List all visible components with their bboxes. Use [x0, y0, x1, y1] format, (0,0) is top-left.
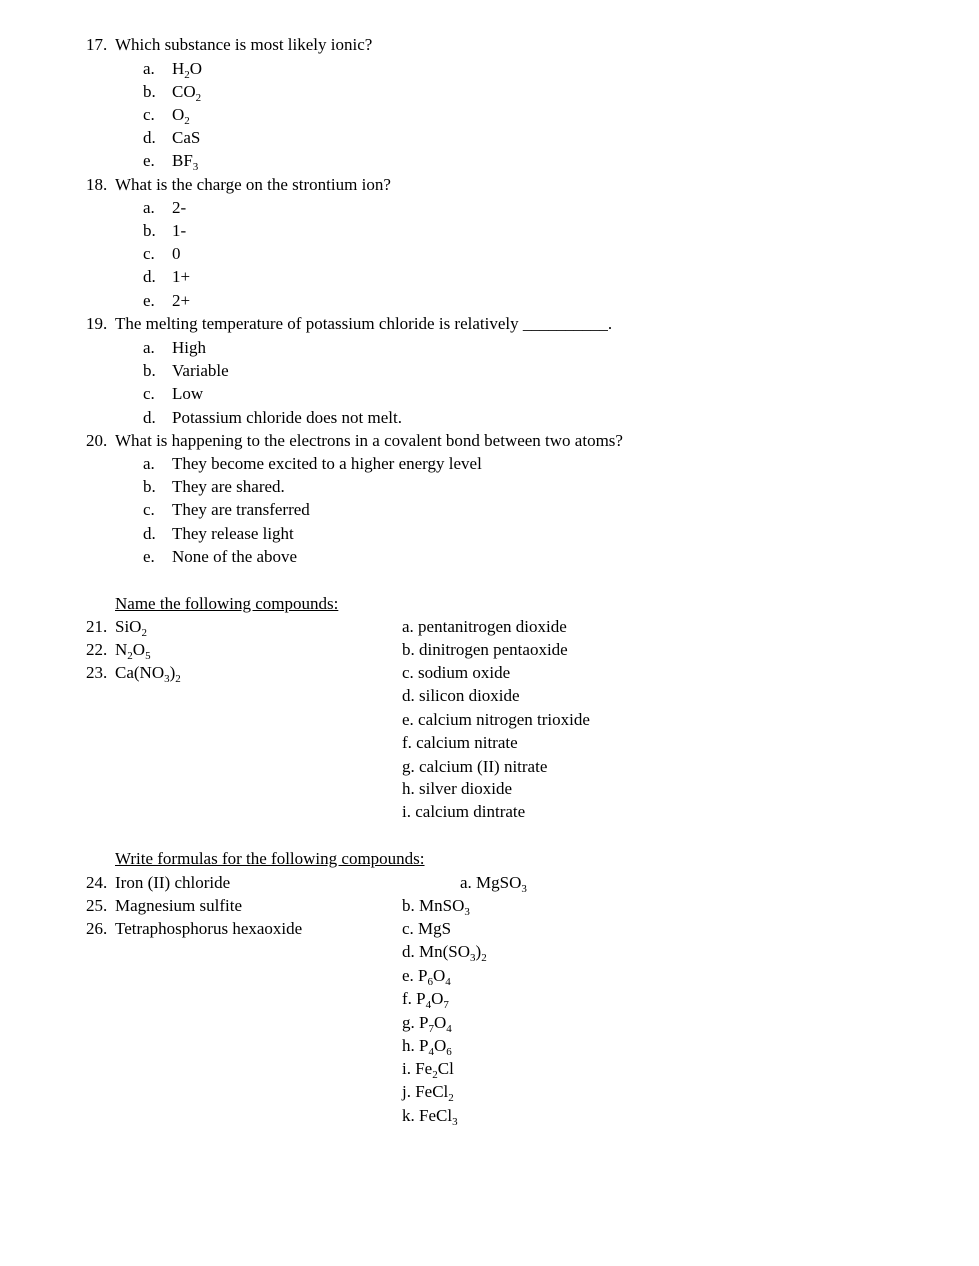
answer-choice: b. dinitrogen pentaoxide — [402, 640, 568, 659]
option-letter: e. — [143, 291, 155, 310]
question-text: Which substance is most likely ionic? — [115, 35, 373, 54]
item-formula: $Ca(NO_3)_2$ — [115, 663, 181, 685]
option-letter: b. — [143, 361, 156, 380]
answer-choice: c. MgS — [402, 919, 452, 938]
answer-choice: h. $P_4O_6$ — [402, 1036, 452, 1058]
item-number: 25. — [86, 896, 108, 915]
option-text: Low — [172, 384, 204, 403]
option-formula: $CO_2$ — [172, 82, 202, 104]
option-letter: b. — [143, 82, 156, 101]
section-heading: Write formulas for the following compounds: — [115, 849, 425, 868]
option-text: 2- — [172, 198, 187, 217]
question-number: 17. — [86, 35, 108, 54]
option-text: 1+ — [172, 267, 191, 286]
option-letter: b. — [143, 477, 156, 496]
question-text: What is happening to the electrons in a covalent bond between two atoms? — [115, 431, 623, 450]
option-text: 0 — [172, 244, 181, 263]
section-heading: Name the following compounds: — [115, 594, 339, 613]
option-text: They are shared. — [172, 477, 285, 496]
question-number: 19. — [86, 314, 108, 333]
option-letter: a. — [143, 338, 155, 357]
option-letter: a. — [143, 59, 155, 78]
option-letter: c. — [143, 105, 155, 124]
answer-choice: d. $Mn(SO_3)_2$ — [402, 942, 487, 964]
option-text: Potassium chloride does not melt. — [172, 408, 402, 427]
item-number: 24. — [86, 873, 108, 892]
item-number: 22. — [86, 640, 108, 659]
question-number: 20. — [86, 431, 108, 450]
option-letter: d. — [143, 408, 156, 427]
answer-choice: c. sodium oxide — [402, 663, 511, 682]
option-formula: CaS — [172, 128, 201, 147]
option-text: Variable — [172, 361, 229, 380]
option-text: They release light — [172, 524, 294, 543]
item-text: Magnesium sulfite — [115, 896, 243, 915]
answer-choice: a. MgSO$_3$ — [460, 873, 527, 895]
option-letter: e. — [143, 547, 155, 566]
option-letter: c. — [143, 500, 155, 519]
option-text: High — [172, 338, 206, 357]
item-formula: $N_2O_5$ — [115, 640, 151, 662]
option-formula: $BF_3$ — [172, 151, 199, 173]
option-letter: b. — [143, 221, 156, 240]
answer-choice: j. FeCl$_2$ — [402, 1082, 454, 1104]
item-number: 26. — [86, 919, 108, 938]
option-letter: c. — [143, 244, 155, 263]
item-formula: SiO$_2$ — [115, 617, 147, 639]
answer-choice: f. $P_4O_7$ — [402, 989, 449, 1011]
answer-choice: h. silver dioxide — [402, 779, 513, 798]
question-text: What is the charge on the strontium ion? — [115, 175, 391, 194]
answer-choice: k. FeCl$_3$ — [402, 1106, 458, 1128]
option-text: 1- — [172, 221, 187, 240]
item-number: 21. — [86, 617, 108, 636]
question-number: 18. — [86, 175, 108, 194]
answer-choice: i. $Fe_2Cl$ — [402, 1059, 454, 1081]
answer-choice: g. calcium (II) nitrate — [402, 757, 548, 776]
option-text: 2+ — [172, 291, 191, 310]
option-letter: d. — [143, 524, 156, 543]
option-letter: c. — [143, 384, 155, 403]
option-text: They become excited to a higher energy level — [172, 454, 482, 473]
option-letter: a. — [143, 454, 155, 473]
answer-choice: g. $P_7O_4$ — [402, 1013, 452, 1035]
answer-choice: f. calcium nitrate — [402, 733, 518, 752]
answer-choice: d. silicon dioxide — [402, 686, 520, 705]
option-text: They are transferred — [172, 500, 310, 519]
option-formula: $O_2$ — [172, 105, 190, 127]
question-text: The melting temperature of potassium chloride is relatively __________. — [115, 314, 613, 333]
answer-choice: e. $P_6O_4$ — [402, 966, 451, 988]
answer-choice: b. MnSO$_3$ — [402, 896, 470, 918]
item-text: Tetraphosphorus hexaoxide — [115, 919, 303, 938]
option-text: None of the above — [172, 547, 298, 566]
option-letter: d. — [143, 128, 156, 147]
item-number: 23. — [86, 663, 108, 682]
option-letter: e. — [143, 151, 155, 170]
item-text: Iron (II) chloride — [115, 873, 231, 892]
option-letter: a. — [143, 198, 155, 217]
answer-choice: a. pentanitrogen dioxide — [402, 617, 567, 636]
answer-choice: i. calcium dintrate — [402, 802, 526, 821]
answer-choice: e. calcium nitrogen trioxide — [402, 710, 590, 729]
option-formula: $H_2O$ — [172, 59, 203, 81]
option-letter: d. — [143, 267, 156, 286]
